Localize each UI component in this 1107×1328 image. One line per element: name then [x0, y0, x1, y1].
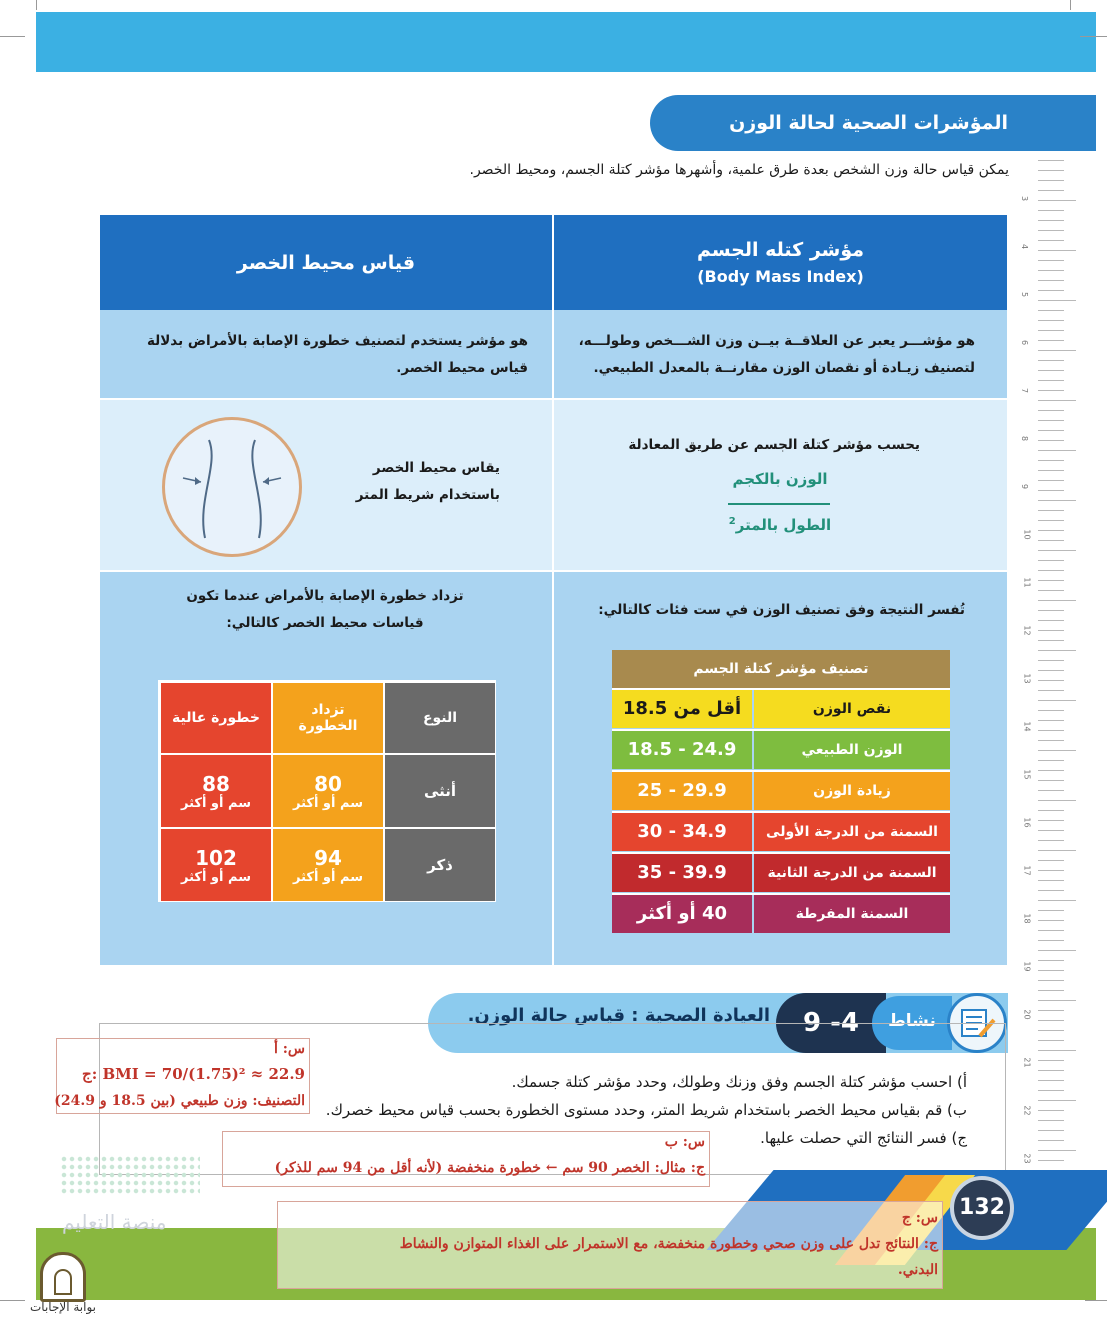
ruler-tick — [1038, 480, 1064, 481]
ruler-number: 22 — [1022, 1105, 1032, 1116]
formula-denominator: الطول بالمتر$^2$ — [728, 516, 832, 534]
ruler-tick — [1038, 290, 1064, 291]
ministry-logo-dots — [60, 1155, 200, 1195]
ruler-tick — [1038, 1120, 1064, 1121]
waist-definition: هو مؤشر يستخدم لتصنيف خطورة الإصابة بالأمراض بدلالة قياس محيط الخصر. — [147, 333, 528, 376]
ruler-tick — [1038, 180, 1064, 181]
ruler-tick — [1038, 760, 1064, 761]
ruler-tick — [1038, 900, 1076, 901]
ruler-number: 23 — [1022, 1153, 1032, 1164]
activity-title: العيادة الصحية : قياس حالة الوزن. — [467, 1005, 770, 1026]
row-female-increase: 80 سم أو أكثر — [272, 754, 384, 828]
ruler-tick — [1038, 660, 1064, 661]
ruler-tick — [1038, 1160, 1064, 1161]
ruler-tick — [1038, 260, 1064, 261]
ruler-tick — [1038, 790, 1064, 791]
header-type: النوع — [384, 682, 496, 754]
ruler-tick — [1038, 810, 1064, 811]
ruler-tick — [1038, 530, 1064, 531]
bmi-definition: هو مؤشـــر يعبر عن العلاقــة بيــن وزن الشـــخص وطولـــه، لتصنيف زيـادة أو نقصان الوزن مقارنــة بالمعدل الطبيعي. — [578, 333, 975, 376]
ruler-tick — [1038, 730, 1064, 731]
ruler-number: 15 — [1022, 769, 1032, 780]
ruler-tick — [1038, 740, 1064, 741]
top-color-band — [36, 12, 1096, 72]
bmi-subtitle: (Body Mass Index) — [697, 267, 864, 286]
ruler-tick — [1038, 920, 1064, 921]
ruler-tick — [1038, 600, 1076, 601]
ruler-tick — [1038, 370, 1064, 371]
ruler-tick — [1038, 640, 1064, 641]
ruler-tick — [1038, 980, 1064, 981]
ruler-tick — [1038, 1100, 1076, 1101]
question-b: ب) قم بقياس محيط الخصر باستخدام شريط المتر، وحدد مستوى الخطورة بحسب قياس محيط خصرك. — [325, 1101, 967, 1119]
page-number: 132 — [950, 1176, 1014, 1240]
answer-a-classification: التصنيف: وزن طبيعي (بين 18.5 و 24.9) — [54, 1093, 305, 1109]
formula-intro: يحسب مؤشر كتلة الجسم عن طريق المعادلة — [628, 437, 920, 453]
crop-mark — [0, 1300, 25, 1301]
activity-number: 9 -4 — [776, 993, 886, 1053]
bmi-column-header — [554, 215, 1007, 310]
ruler-tick — [1038, 650, 1076, 651]
ruler-tick — [1038, 910, 1064, 911]
ruler-tick — [1038, 230, 1064, 231]
ruler-tick — [1038, 300, 1076, 301]
bmi-category-value: 39.9 - 35 — [612, 854, 752, 892]
header-high-risk: خطورة عالية — [160, 682, 272, 754]
ruler-tick — [1038, 220, 1064, 221]
question-c: ج) فسر النتائج التي حصلت عليها. — [760, 1129, 967, 1147]
ruler-number: 13 — [1022, 673, 1032, 684]
ruler-tick — [1038, 1020, 1064, 1021]
ruler-tick — [1038, 460, 1064, 461]
ruler-tick — [1038, 470, 1064, 471]
bmi-category-label: السمنة من الدرجة الأولى — [754, 813, 950, 851]
bmi-category-value: 34.9 - 30 — [612, 813, 752, 851]
answer-a-label: س: أ — [273, 1041, 305, 1057]
answer-c-text: ج: النتائج تدل على وزن صحي وخطورة منخفضة، مع الاستمرار على الغذاء المتوازن والنشاط — [399, 1236, 938, 1252]
answer-b-text: ج: مثال: الخصر 90 سم ← خطورة منخفضة (لأنه أقل من 94 سم للذكر) — [274, 1160, 705, 1176]
ruler-tick — [1038, 1050, 1076, 1051]
ruler-tick — [1038, 1150, 1076, 1151]
bmi-category-label: السمنة من الدرجة الثانية — [754, 854, 950, 892]
torso-icon — [165, 420, 299, 554]
ruler-tick — [1038, 1030, 1064, 1031]
bmi-category-label: السمنة المفرطة — [754, 895, 950, 933]
answer-b-label: س: ب — [664, 1134, 705, 1150]
activity-label: نشاط — [872, 996, 952, 1050]
ruler-tick — [1038, 210, 1064, 211]
ruler-number: 17 — [1022, 865, 1032, 876]
column-divider — [552, 215, 554, 965]
row-male-increase: 94 سم أو أكثر — [272, 828, 384, 902]
answer-a-box — [56, 1038, 310, 1114]
waist-title: قياس محيط الخصر — [236, 251, 416, 274]
answer-c-label: س: ج — [901, 1210, 938, 1226]
ruler-number: 19 — [1022, 961, 1032, 972]
question-a: أ) احسب مؤشر كتلة الجسم وفق وزنك وطولك، وحدد مؤشر كتلة جسمك. — [511, 1073, 967, 1091]
ruler-tick — [1038, 720, 1064, 721]
crop-mark — [36, 0, 37, 10]
ruler-tick — [1038, 410, 1064, 411]
ruler-tick — [1038, 870, 1064, 871]
ruler-tick — [1038, 700, 1076, 701]
ruler-number: 20 — [1022, 1009, 1032, 1020]
ruler-number: 6 — [1020, 339, 1030, 346]
crop-mark — [0, 36, 25, 37]
bmi-category-row — [612, 852, 950, 892]
ruler-tick — [1038, 270, 1064, 271]
crop-mark — [1080, 36, 1107, 37]
ruler-tick — [1038, 320, 1064, 321]
ruler-tick — [1038, 880, 1064, 881]
answer-c-text-end: البدني. — [897, 1262, 938, 1278]
ruler-tick — [1038, 450, 1076, 451]
ruler-tick — [1038, 190, 1064, 191]
ruler-tick — [1038, 750, 1076, 751]
waist-risk-text: تزداد خطورة الإصابة بالأمراض عندما تكون قياسات محيط الخصر كالتالي: — [186, 588, 464, 631]
ruler-tick — [1038, 310, 1064, 311]
ruler-tick — [1038, 420, 1064, 421]
ruler-tick — [1038, 200, 1076, 201]
row-female-high: 88 سم أو أكثر — [160, 754, 272, 828]
bmi-category-row — [612, 688, 950, 728]
ruler-tick — [1038, 620, 1064, 621]
ruler-tick — [1038, 340, 1064, 341]
row-female-type: أنثى — [384, 754, 496, 828]
ruler-tick — [1038, 560, 1064, 561]
ruler-tick — [1038, 430, 1064, 431]
gate-logo-icon — [40, 1252, 86, 1302]
ruler-tick — [1038, 360, 1064, 361]
ruler-tick — [1038, 390, 1064, 391]
ruler-tick — [1038, 500, 1076, 501]
ruler-tick — [1038, 1130, 1064, 1131]
ruler-tick — [1038, 440, 1064, 441]
bmi-category-row — [612, 729, 950, 769]
ruler-tick — [1038, 780, 1064, 781]
ruler-tick — [1038, 520, 1064, 521]
ruler-number: 11 — [1022, 577, 1032, 588]
ruler-tick — [1038, 400, 1076, 401]
ruler-tick — [1038, 240, 1064, 241]
bmi-classification-table — [612, 650, 950, 934]
ruler-tick — [1038, 490, 1064, 491]
ruler-tick — [1038, 930, 1064, 931]
ruler-tick — [1038, 610, 1064, 611]
bmi-category-row — [612, 893, 950, 933]
ruler-tick — [1038, 330, 1064, 331]
ruler-tick — [1038, 850, 1076, 851]
ruler-tick — [1038, 570, 1064, 571]
ruler-tick — [1038, 1080, 1064, 1081]
section-title: المؤشرات الصحية لحالة الوزن — [650, 95, 1096, 151]
bmi-category-row — [612, 811, 950, 851]
ruler-number: 9 — [1020, 483, 1030, 490]
ruler-tick — [1038, 590, 1064, 591]
ruler-number: 8 — [1020, 435, 1030, 442]
ruler-number: 10 — [1022, 529, 1032, 540]
ruler-tick — [1038, 1060, 1064, 1061]
formula-fraction-line — [728, 503, 830, 505]
answer-c-box — [277, 1201, 943, 1289]
ruler-tick — [1038, 350, 1076, 351]
ruler-tick — [1038, 680, 1064, 681]
bmi-category-value: أقل من 18.5 — [612, 690, 752, 728]
ruler-tick — [1038, 630, 1064, 631]
ruler-tick — [1038, 1110, 1064, 1111]
header-increase: تزداد الخطورة — [272, 682, 384, 754]
ruler-number: 21 — [1022, 1057, 1032, 1068]
ruler-number: 18 — [1022, 913, 1032, 924]
answer-a-formula: ج: BMI = 70/(1.75)² ≈ 22.9 — [82, 1065, 305, 1083]
ruler-number: 14 — [1022, 721, 1032, 732]
ruler-tick — [1038, 970, 1064, 971]
ruler-tick — [1038, 690, 1064, 691]
intro-text: يمكن قياس حالة وزن الشخص بعدة طرق علمية، وأشهرها مؤشر كتلة الجسم، ومحيط الخصر. — [469, 162, 1009, 178]
crop-mark — [1070, 0, 1071, 10]
waist-measure-illustration — [162, 417, 302, 557]
ruler-tick — [1038, 800, 1076, 801]
ruler-number: 3 — [1020, 195, 1030, 202]
ruler-tick — [1038, 1000, 1076, 1001]
bmi-title: مؤشر كتله الجسم — [696, 239, 865, 261]
ruler-tick — [1038, 1090, 1064, 1091]
ruler-number: 12 — [1022, 625, 1032, 636]
ruler-tick — [1038, 1070, 1064, 1071]
page-ruler — [1020, 150, 1076, 1170]
bmi-category-value: 24.9 - 18.5 — [612, 731, 752, 769]
ruler-tick — [1038, 860, 1064, 861]
bmi-interpretation: تُفسر النتيجة وفق تصنيف الوزن في ست فئات كالتالي: — [598, 602, 965, 618]
ruler-number: 7 — [1020, 387, 1030, 394]
ruler-tick — [1038, 380, 1064, 381]
ruler-tick — [1038, 510, 1064, 511]
row-male-high: 102 سم أو أكثر — [160, 828, 272, 902]
ruler-tick — [1038, 250, 1076, 251]
ruler-tick — [1038, 160, 1064, 161]
ruler-tick — [1038, 890, 1064, 891]
ruler-tick — [1038, 170, 1064, 171]
ruler-tick — [1038, 1140, 1064, 1141]
ruler-tick — [1038, 830, 1064, 831]
ruler-tick — [1038, 840, 1064, 841]
waist-column-header — [100, 215, 552, 310]
ruler-tick — [1038, 550, 1076, 551]
waist-measure-text: يقاس محيط الخصر باستخدام شريط المتر — [355, 460, 500, 503]
ruler-tick — [1038, 580, 1064, 581]
ruler-tick — [1038, 1040, 1064, 1041]
bmi-category-value: 40 أو أكثر — [612, 895, 752, 933]
bmi-category-row — [612, 770, 950, 810]
watermark-text: منصة التعليم — [62, 1210, 167, 1234]
ruler-tick — [1038, 770, 1064, 771]
site-label: بوابة الإجابات — [30, 1300, 97, 1314]
formula-numerator: الوزن بالكجم — [732, 470, 828, 488]
row-male-type: ذكر — [384, 828, 496, 902]
ruler-tick — [1038, 960, 1064, 961]
waist-risk-table — [158, 680, 496, 902]
ruler-number: 4 — [1020, 243, 1030, 250]
answer-b-box — [222, 1131, 710, 1187]
bmi-table-header: تصنيف مؤشر كتلة الجسم — [612, 650, 950, 688]
ruler-tick — [1038, 940, 1064, 941]
bmi-category-label: زيادة الوزن — [754, 772, 950, 810]
bmi-category-label: نقص الوزن — [754, 690, 950, 728]
ruler-tick — [1038, 990, 1064, 991]
ruler-tick — [1038, 710, 1064, 711]
bmi-category-label: الوزن الطبيعي — [754, 731, 950, 769]
ruler-tick — [1038, 950, 1076, 951]
crop-mark — [1085, 1300, 1107, 1301]
bmi-category-value: 29.9 - 25 — [612, 772, 752, 810]
ruler-tick — [1038, 820, 1064, 821]
ruler-tick — [1038, 670, 1064, 671]
ruler-number: 5 — [1020, 291, 1030, 298]
ruler-tick — [1038, 1010, 1064, 1011]
ruler-number: 16 — [1022, 817, 1032, 828]
ruler-tick — [1038, 540, 1064, 541]
ruler-tick — [1038, 280, 1064, 281]
